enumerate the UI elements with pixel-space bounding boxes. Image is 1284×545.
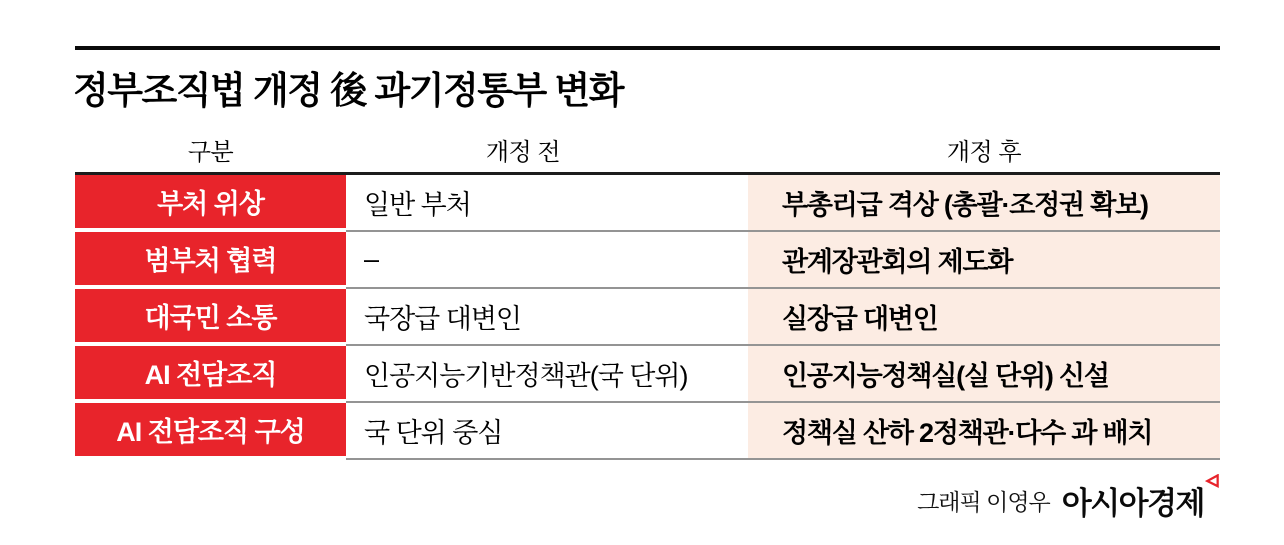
comparison-table [75, 126, 1220, 460]
row-after: 정책실 산하 2정책관·다수 과 배치 [748, 403, 1220, 460]
row-before: 일반 부처 [346, 175, 748, 232]
row-category: AI 전담조직 구성 [75, 403, 346, 460]
table-row [75, 232, 1220, 289]
row-category: 범부처 협력 [75, 232, 346, 289]
asiae-logo [1062, 478, 1220, 523]
row-after: 관계장관회의 제도화 [748, 232, 1220, 289]
header-before: 개정 전 [485, 138, 561, 166]
row-after: 인공지능정책실(실 단위) 신설 [748, 346, 1220, 403]
row-category: 대국민 소통 [75, 289, 346, 346]
row-after: 실장급 대변인 [748, 289, 1220, 346]
table-header-row [75, 126, 1220, 175]
row-category: AI 전담조직 [75, 346, 346, 403]
graphic-credit: 그래픽 이영우 [917, 489, 1050, 515]
row-before: 국 단위 중심 [346, 403, 748, 460]
header-after: 개정 후 [946, 138, 1022, 166]
row-before: 인공지능기반정책관(국 단위) [346, 346, 748, 403]
table-row [75, 289, 1220, 346]
header-category: 구분 [187, 138, 234, 166]
table-row [75, 346, 1220, 403]
credit-line [917, 478, 1220, 523]
asiae-logo-text: 아시아경제 [1061, 486, 1204, 521]
row-after: 부총리급 격상 (총괄·조정권 확보) [748, 175, 1220, 232]
top-rule [75, 46, 1220, 50]
table-row [75, 175, 1220, 232]
row-before: – [346, 232, 748, 289]
table-row [75, 403, 1220, 460]
row-before: 국장급 대변인 [346, 289, 748, 346]
asiae-logo-mark-icon [1205, 474, 1220, 489]
row-category: 부처 위상 [75, 175, 346, 232]
page-title: 정부조직법 개정 後 과기정통부 변화 [73, 70, 624, 111]
